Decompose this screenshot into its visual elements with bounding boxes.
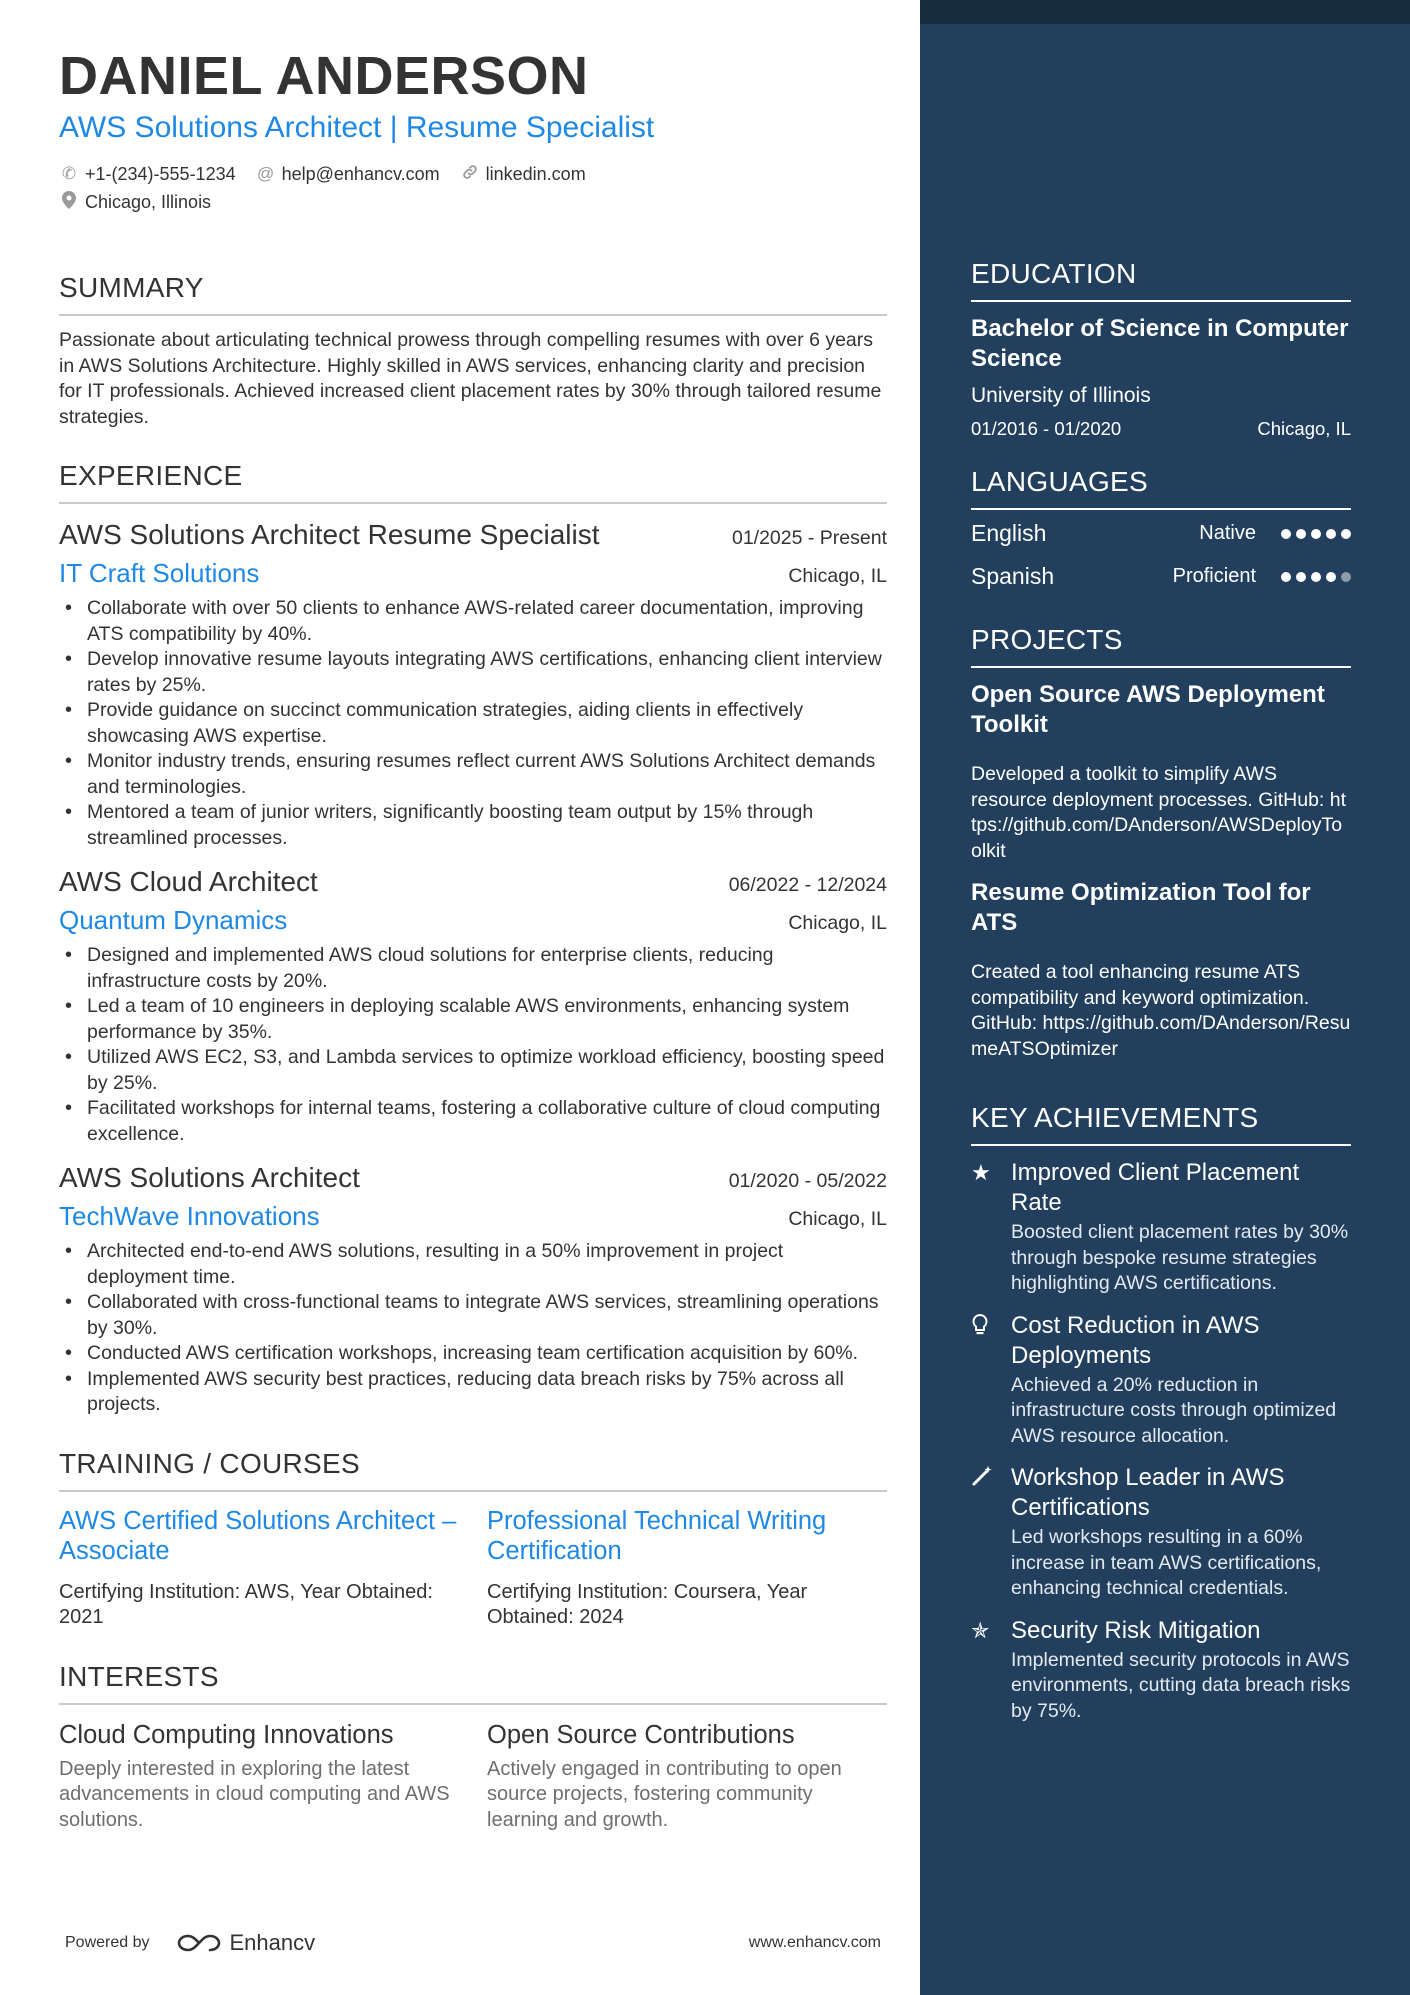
proficiency-dot-filled (1296, 529, 1306, 539)
linkedin-text: linkedin.com (485, 163, 586, 184)
candidate-role: AWS Solutions Architect | Resume Specialist (59, 111, 655, 144)
project-item (971, 680, 1351, 864)
project-item (971, 878, 1351, 1062)
education-location: Chicago, IL (1257, 418, 1351, 439)
education-dates: 01/2016 - 01/2020 (971, 418, 1122, 439)
summary-text: Passionate about articulating technical prowess through compelling resumes with over 6 years in AWS Solutions Architecture. Highly skilled in AWS services, enhancing clarity and precision for IT professionals. Achieved increased client placement rates by 30% through tailored resume strategies. (59, 329, 882, 428)
training-heading: TRAINING / COURSES (59, 1446, 887, 1492)
education-section (971, 256, 1351, 440)
main-column (59, 42, 887, 1833)
achievements-heading: KEY ACHIEVEMENTS (971, 1100, 1351, 1146)
enhancv-brand: Enhancv (229, 1930, 316, 1955)
location-pin-icon (59, 191, 79, 214)
language-level: Proficient (1172, 565, 1256, 587)
degree-title: Bachelor of Science in Computer Science (971, 315, 1349, 372)
job-location: Chicago, IL (788, 912, 887, 934)
course-item (59, 1506, 459, 1631)
course-item (487, 1506, 887, 1631)
proficiency-dot-filled (1326, 529, 1336, 539)
magic-wand-icon (971, 1463, 1011, 1602)
contact-linkedin[interactable] (460, 162, 586, 186)
project-link[interactable]: https://github.com/DAnderson/AWSDeployToolkit (971, 788, 1347, 862)
project-desc (971, 960, 1351, 1062)
achievement-title: Security Risk Mitigation (1011, 1616, 1261, 1644)
bullet-item: • Mentored a team of junior writers, significantly boosting team output by 15% through streamlined processes. (59, 800, 887, 851)
bullet-item: • Conducted AWS certification workshops, increasing team certification acquisition by 60%. (59, 1341, 887, 1367)
proficiency-dot-filled (1326, 572, 1336, 582)
proficiency-dot-filled (1281, 572, 1291, 582)
language-item (971, 555, 1351, 598)
language-proficiency-dots (1276, 529, 1351, 539)
link-icon (460, 163, 480, 186)
language-proficiency-dots (1276, 572, 1351, 582)
project-title: Resume Optimization Tool for ATS (971, 879, 1311, 936)
course-title: AWS Certified Solutions Architect – Associate (59, 1506, 457, 1565)
powered-by (65, 1930, 315, 1956)
job-title: AWS Cloud Architect (59, 866, 318, 897)
language-name: Spanish (971, 563, 1055, 589)
job-bullets (59, 1239, 887, 1418)
achievement-item (971, 1311, 1351, 1450)
at-icon: @ (256, 164, 275, 183)
interest-item (487, 1719, 887, 1834)
proficiency-dot-filled (1341, 529, 1351, 539)
education-heading: EDUCATION (971, 256, 1351, 302)
achievement-item (971, 1463, 1351, 1602)
job-bullets (59, 943, 887, 1147)
project-desc-text: Created a tool enhancing resume ATS compatibility and keyword optimization. GitHub: (971, 961, 1310, 1034)
achievement-desc: Achieved a 20% reduction in infrastructure costs through optimized AWS resource allocation. (1011, 1373, 1337, 1447)
interests-heading: INTERESTS (59, 1659, 887, 1705)
interest-desc: Deeply interested in exploring the latest advancements in cloud computing and AWS solutions. (59, 1757, 450, 1831)
lightbulb-icon (971, 1311, 1011, 1450)
bullet-item: • Architected end-to-end AWS solutions, resulting in a 50% improvement in project deployment time. (59, 1239, 887, 1290)
summary-section (59, 270, 887, 430)
achievement-title: Improved Client Placement Rate (1011, 1159, 1300, 1216)
proficiency-dot-filled (1311, 529, 1321, 539)
bullet-item: • Designed and implemented AWS cloud solutions for enterprise clients, reducing infrastructure costs by 20%. (59, 943, 887, 994)
enhancv-logo-icon (176, 1932, 222, 1954)
location-text: Chicago, Illinois (85, 191, 212, 212)
school-name: University of Illinois (971, 384, 1151, 407)
company-name: TechWave Innovations (59, 1201, 320, 1231)
interest-desc: Actively engaged in contributing to open source projects, fostering community learning and growth. (487, 1757, 842, 1831)
job-location: Chicago, IL (788, 565, 887, 587)
achievement-item (971, 1158, 1351, 1297)
project-title: Open Source AWS Deployment Toolkit (971, 681, 1325, 738)
bullet-item: • Utilized AWS EC2, S3, and Lambda services to optimize workload efficiency, boosting speed by 25%. (59, 1045, 887, 1096)
language-level: Native (1199, 522, 1256, 544)
bullet-item: • Facilitated workshops for internal teams, fostering a collaborative culture of cloud computing excellence. (59, 1096, 887, 1147)
languages-heading: LANGUAGES (971, 464, 1351, 510)
proficiency-dot-filled (1296, 572, 1306, 582)
bullet-item: • Develop innovative resume layouts integrating AWS certifications, enhancing client interview rates by 25%. (59, 647, 887, 698)
interest-title: Open Source Contributions (487, 1720, 795, 1749)
project-desc (971, 762, 1351, 864)
achievement-title: Workshop Leader in AWS Certifications (1011, 1464, 1285, 1521)
languages-section (971, 464, 1351, 598)
sidebar (971, 256, 1351, 1724)
company-name: Quantum Dynamics (59, 905, 288, 935)
projects-section (971, 622, 1351, 1062)
experience-heading: EXPERIENCE (59, 458, 887, 504)
interest-item (59, 1719, 459, 1834)
proficiency-dot-filled (1311, 572, 1321, 582)
interests-section (59, 1659, 887, 1834)
project-link[interactable]: https://github.com/DAnderson/ResumeATSOptimizer (971, 1012, 1351, 1060)
sidebar-top-band (920, 0, 1410, 24)
language-item (971, 512, 1351, 555)
summary-heading: SUMMARY (59, 270, 887, 316)
project-desc-text: Developed a toolkit to simplify AWS resource deployment processes. GitHub: (971, 763, 1325, 811)
achievement-item (971, 1616, 1351, 1725)
phone-icon: ✆ (61, 164, 77, 183)
achievement-title: Cost Reduction in AWS Deployments (1011, 1311, 1260, 1369)
training-section (59, 1446, 887, 1631)
star-icon: ★ (971, 1160, 991, 1185)
job-dates: 01/2020 - 05/2022 (728, 1170, 887, 1192)
email-text: help@enhancv.com (281, 163, 440, 184)
job-entry (59, 863, 887, 1147)
bullet-item: • Provide guidance on succinct communication strategies, aiding clients in effectively showcasing AWS expertise. (59, 698, 887, 749)
job-title: AWS Solutions Architect Resume Specialist (59, 519, 600, 550)
course-institution: Certifying Institution: Coursera, Year Obtained: 2024 (487, 1580, 808, 1628)
achievements-section (971, 1100, 1351, 1724)
powered-by-label: Powered by (65, 1934, 150, 1951)
job-title: AWS Solutions Architect (59, 1162, 360, 1193)
phone-text: +1-(234)-555-1234 (85, 163, 236, 184)
proficiency-dot-filled (1281, 529, 1291, 539)
proficiency-dot-empty (1341, 572, 1351, 582)
job-dates: 01/2025 - Present (731, 527, 887, 549)
contact-info (59, 162, 699, 214)
bullet-item: • Monitor industry trends, ensuring resumes reflect current AWS Solutions Architect demands and terminologies. (59, 749, 887, 800)
contact-phone[interactable] (59, 162, 236, 186)
interest-title: Cloud Computing Innovations (59, 1720, 394, 1749)
footer (65, 1930, 881, 1956)
bullet-item: • Implemented AWS security best practices, reducing data breach risks by 75% across all projects. (59, 1367, 887, 1418)
candidate-name: DANIEL ANDERSON (59, 46, 589, 106)
language-name: English (971, 520, 1047, 546)
footer-website[interactable]: www.enhancv.com (748, 1934, 881, 1951)
course-title: Professional Technical Writing Certification (487, 1506, 827, 1565)
projects-heading: PROJECTS (971, 622, 1351, 668)
contact-email[interactable] (256, 162, 440, 186)
bullet-item: • Led a team of 10 engineers in deploying scalable AWS environments, enhancing system performance by 35%. (59, 994, 887, 1045)
star-half-icon: ✯ (971, 1617, 990, 1643)
job-entry (59, 516, 887, 851)
contact-location (59, 190, 211, 214)
enhancv-logo[interactable] (176, 1930, 316, 1956)
experience-section (59, 458, 887, 1418)
course-institution: Certifying Institution: AWS, Year Obtained: 2021 (59, 1580, 433, 1628)
achievement-desc: Boosted client placement rates by 30% through bespoke resume strategies highlighting AWS certifications. (1011, 1221, 1349, 1294)
bullet-item: • Collaborated with cross-functional teams to integrate AWS services, streamlining operations by 30%. (59, 1290, 887, 1341)
achievement-desc: Implemented security protocols in AWS environments, cutting data breach risks by 75%. (1011, 1648, 1351, 1722)
job-entry (59, 1159, 887, 1418)
bullet-item: • Collaborate with over 50 clients to enhance AWS-related career documentation, improving ATS compatibility by 40%. (59, 596, 887, 647)
achievement-desc: Led workshops resulting in a 60% increase in team AWS certifications, enhancing technical credentials. (1011, 1526, 1322, 1599)
job-dates: 06/2022 - 12/2024 (728, 874, 887, 896)
company-name: IT Craft Solutions (59, 558, 260, 588)
job-bullets (59, 596, 887, 851)
job-location: Chicago, IL (788, 1208, 887, 1230)
